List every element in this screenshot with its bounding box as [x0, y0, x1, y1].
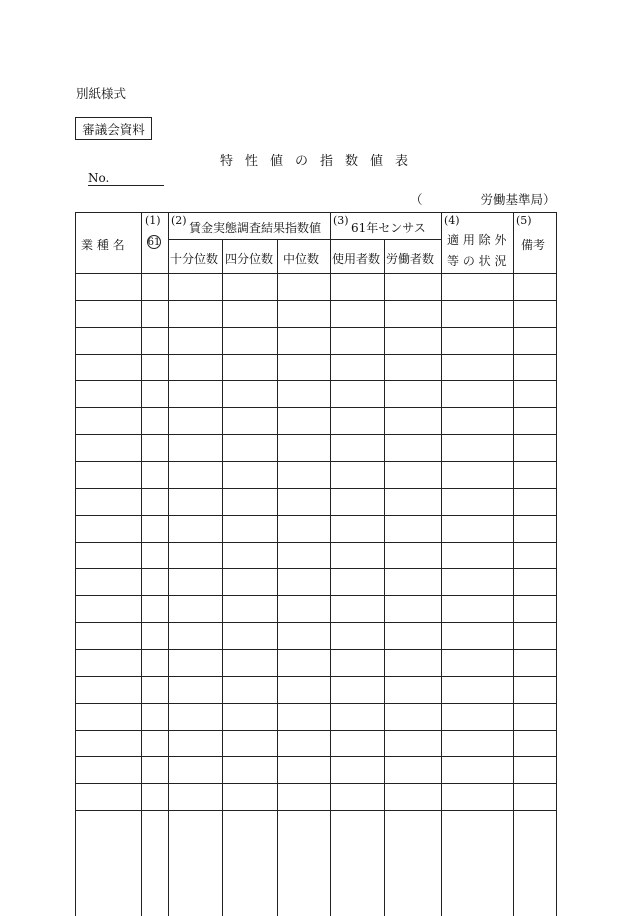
table-row-line: [75, 595, 557, 596]
bureau-label: [410, 190, 556, 208]
header-col4-number: (4): [444, 214, 460, 227]
column-divider: [277, 239, 278, 916]
number-field: [88, 171, 164, 186]
table-row-line: [75, 380, 557, 381]
table-border-top: [75, 212, 557, 213]
table-row-line: [75, 649, 557, 650]
table-row-line: [75, 783, 557, 784]
header-remarks: 備考: [521, 238, 546, 252]
header-quartile: 四分位数: [225, 252, 274, 266]
document-title: 特性値の指数値表: [220, 154, 421, 169]
table-row-line: [75, 273, 557, 274]
table-row-line: [75, 810, 557, 811]
header-exemption-line2: 等 の 状 況: [447, 254, 507, 268]
header-sub-divider: [168, 239, 442, 240]
header-col3-number: (3): [333, 214, 349, 227]
header-workers: 労働者数: [386, 252, 435, 266]
bureau-name: 労働基準局）: [480, 192, 556, 207]
header-exemption-line1: 適 用 除 外: [447, 233, 507, 247]
header-industry-name: 業 種 名: [81, 238, 125, 252]
table-row-line: [75, 407, 557, 408]
table-row-line: [75, 703, 557, 704]
table-row-line: [75, 568, 557, 569]
column-divider: [222, 239, 223, 916]
table-row-line: [75, 515, 557, 516]
header-wage-survey: 賃金実態調査結果指数値: [189, 221, 322, 235]
table-row-line: [75, 622, 557, 623]
header-col1-number: (1): [145, 214, 161, 227]
header-decile: 十分位数: [170, 252, 219, 266]
table-row-line: [75, 730, 557, 731]
table-row-line: [75, 300, 557, 301]
header-median: 中位数: [283, 252, 320, 266]
bureau-open-paren: （: [410, 192, 423, 207]
number-label: No.: [88, 171, 110, 185]
form-label: 別紙様式: [76, 86, 127, 101]
table-row-line: [75, 676, 557, 677]
index-value-table: [75, 212, 557, 916]
header-employers: 使用者数: [332, 252, 381, 266]
council-material-box: 審議会資料: [75, 117, 152, 140]
table-row-line: [75, 756, 557, 757]
table-row-line: [75, 488, 557, 489]
header-col1-circled-61: 61: [147, 236, 161, 248]
table-row-line: [75, 434, 557, 435]
table-row-line: [75, 354, 557, 355]
table-row-line: [75, 461, 557, 462]
header-census: 61年センサス: [351, 221, 426, 235]
table-row-line: [75, 542, 557, 543]
header-col5-number: (5): [516, 214, 532, 227]
header-col2-number: (2): [171, 214, 187, 227]
table-row-line: [75, 327, 557, 328]
column-divider: [384, 239, 385, 916]
